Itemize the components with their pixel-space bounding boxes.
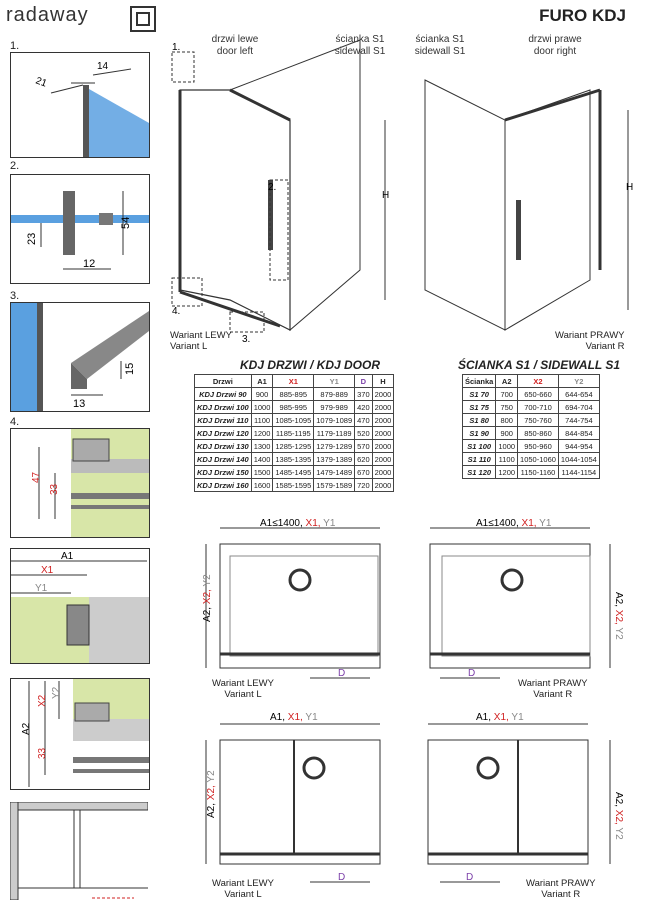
svg-text:A1, X1, Y1: A1, X1, Y1 xyxy=(476,712,524,723)
side-cell: S1 70 xyxy=(463,388,496,401)
step-label-2: 2. xyxy=(10,160,20,172)
svg-text:D: D xyxy=(338,872,346,883)
side-cell: 1044-1054 xyxy=(558,453,599,466)
door-row xyxy=(195,388,394,401)
door-cell: 979-989 xyxy=(314,401,355,414)
door-cell: 1385-1395 xyxy=(273,453,314,466)
door-cell: 1600 xyxy=(251,479,273,492)
dim-14: 14 xyxy=(97,61,109,72)
door-table xyxy=(194,374,394,492)
detail-7-drawing xyxy=(10,802,148,900)
door-table-title: KDJ DRZWI / KDJ DOOR xyxy=(240,358,381,372)
door-cell: 1079-1089 xyxy=(314,414,355,427)
detail-6-panel xyxy=(10,678,150,790)
page-title: FURO KDJ xyxy=(539,6,626,25)
side-row xyxy=(463,466,600,479)
door-row xyxy=(195,479,394,492)
dim-21: 21 xyxy=(33,75,49,90)
dim-33: 33 xyxy=(49,483,60,495)
door-row xyxy=(195,453,394,466)
side-cell: 750-760 xyxy=(518,414,559,427)
variant-left-caption: Wariant LEWY Variant L xyxy=(170,330,232,352)
side-cell: 1000 xyxy=(496,440,518,453)
door-cell: KDJ Drzwi 160 xyxy=(195,479,252,492)
callout-4: 4. xyxy=(172,306,181,317)
side-cell: 650-660 xyxy=(518,388,559,401)
plan-views xyxy=(190,518,640,904)
door-cell: 2000 xyxy=(372,453,394,466)
side-cell: 1100 xyxy=(496,453,518,466)
side-row xyxy=(463,440,600,453)
svg-text:D: D xyxy=(468,668,476,679)
variant-right-caption: Wariant PRAWY Variant R xyxy=(555,330,625,352)
door-cell: 1400 xyxy=(251,453,273,466)
side-row xyxy=(463,427,600,440)
detail-3-panel xyxy=(10,302,150,412)
door-cell: KDJ Drzwi 120 xyxy=(195,427,252,440)
door-cell: 1379-1389 xyxy=(314,453,355,466)
door-cell: 1179-1189 xyxy=(314,427,355,440)
side-cell: S1 100 xyxy=(463,440,496,453)
door-cell: KDJ Drzwi 90 xyxy=(195,388,252,401)
side-cell: 694-704 xyxy=(558,401,599,414)
side-cell: 900 xyxy=(496,427,518,440)
dim-47: 47 xyxy=(31,471,42,483)
detail-5-panel xyxy=(10,548,150,664)
dim-15: 15 xyxy=(124,362,136,375)
side-cell: 800 xyxy=(496,414,518,427)
step-label-3: 3. xyxy=(10,290,20,302)
side-cell: S1 75 xyxy=(463,401,496,414)
door-cell: 520 xyxy=(355,427,373,440)
label-x2: X2 xyxy=(37,694,48,707)
door-cell: 720 xyxy=(355,479,373,492)
door-cell: KDJ Drzwi 100 xyxy=(195,401,252,414)
door-cell: 1579-1589 xyxy=(314,479,355,492)
dim-12: 12 xyxy=(83,258,96,270)
door-row xyxy=(195,401,394,414)
door-cell: 1000 xyxy=(251,401,273,414)
door-cell: KDJ Drzwi 140 xyxy=(195,453,252,466)
plan-variant-left-bottom: Wariant LEWY Variant L xyxy=(212,878,274,900)
sidewall-table xyxy=(462,374,600,479)
door-cell: 1185-1195 xyxy=(273,427,314,440)
side-cell: 1050-1060 xyxy=(518,453,559,466)
side-cell: 844-854 xyxy=(558,427,599,440)
door-row xyxy=(195,427,394,440)
door-cell: 885-895 xyxy=(273,388,314,401)
detail-1-drawing xyxy=(11,53,149,157)
label-y1: Y1 xyxy=(35,583,48,594)
detail-3-drawing xyxy=(11,303,149,411)
door-cell: 2000 xyxy=(372,388,394,401)
step-label-4: 4. xyxy=(10,416,20,428)
door-cell: 2000 xyxy=(372,479,394,492)
side-cell: 1150-1160 xyxy=(518,466,559,479)
svg-text:A1≤1400, X1, Y1: A1≤1400, X1, Y1 xyxy=(476,518,552,529)
side-cell: 700 xyxy=(496,388,518,401)
label-door-right: drzwi prawe door right xyxy=(528,34,582,57)
logo-mark-icon xyxy=(130,6,156,32)
callout-2: 2. xyxy=(268,182,277,193)
dim-13: 13 xyxy=(73,398,86,410)
side-cell: 744-754 xyxy=(558,414,599,427)
svg-text:D: D xyxy=(338,668,346,679)
svg-text:A2, X2, Y2: A2, X2, Y2 xyxy=(613,592,624,640)
door-cell: 2000 xyxy=(372,401,394,414)
svg-text:A2, X2, Y2: A2, X2, Y2 xyxy=(206,770,217,818)
door-cell: 2000 xyxy=(372,427,394,440)
side-cell: S1 80 xyxy=(463,414,496,427)
door-cell: 1479-1489 xyxy=(314,466,355,479)
door-cell: KDJ Drzwi 130 xyxy=(195,440,252,453)
dim-33: 33 xyxy=(37,747,48,759)
door-cell: KDJ Drzwi 110 xyxy=(195,414,252,427)
door-cell: 1500 xyxy=(251,466,273,479)
label-a1: A1 xyxy=(61,551,74,562)
door-table-header: Drzwi A1 X1 Y1 D H xyxy=(195,375,394,388)
detail-4-panel xyxy=(10,428,150,538)
door-cell: 1279-1289 xyxy=(314,440,355,453)
side-cell: 944-954 xyxy=(558,440,599,453)
side-row xyxy=(463,453,600,466)
detail-2-drawing xyxy=(11,175,149,283)
side-cell: 700-710 xyxy=(518,401,559,414)
label-door-left: drzwi lewe door left xyxy=(211,34,259,57)
detail-2-panel xyxy=(10,174,150,284)
plan-variant-right-bottom: Wariant PRAWY Variant R xyxy=(526,878,596,900)
door-cell: KDJ Drzwi 150 xyxy=(195,466,252,479)
side-cell: 850-860 xyxy=(518,427,559,440)
door-cell: 620 xyxy=(355,453,373,466)
door-cell: 1285-1295 xyxy=(273,440,314,453)
side-cell: S1 110 xyxy=(463,453,496,466)
dim-23: 23 xyxy=(26,232,38,245)
side-row xyxy=(463,388,600,401)
door-cell: 1485-1495 xyxy=(273,466,314,479)
door-cell: 985-995 xyxy=(273,401,314,414)
door-cell: 2000 xyxy=(372,466,394,479)
label-a2: A2 xyxy=(21,722,32,735)
svg-text:A2, X2, Y2: A2, X2, Y2 xyxy=(613,792,624,840)
side-cell: S1 120 xyxy=(463,466,496,479)
side-row xyxy=(463,401,600,414)
label-sidewall-left: ścianka S1 sidewall S1 xyxy=(334,34,386,57)
side-cell: 750 xyxy=(496,401,518,414)
side-cell: 1200 xyxy=(496,466,518,479)
side-cell: 950-960 xyxy=(518,440,559,453)
door-cell: 1200 xyxy=(251,427,273,440)
door-row xyxy=(195,440,394,453)
door-cell: 1585-1595 xyxy=(273,479,314,492)
plan-variant-left-top: Wariant LEWY Variant L xyxy=(212,678,274,700)
door-cell: 2000 xyxy=(372,414,394,427)
svg-text:D: D xyxy=(466,872,474,883)
plan-variant-right-top: Wariant PRAWY Variant R xyxy=(518,678,588,700)
detail-4-drawing xyxy=(11,429,149,537)
svg-text:A1, X1, Y1: A1, X1, Y1 xyxy=(270,712,318,723)
sidewall-table-title: ŚCIANKA S1 / SIDEWALL S1 xyxy=(458,358,621,372)
brand-logo: radaway xyxy=(6,4,89,26)
sidewall-table-header: Ścianka A2 X2 Y2 xyxy=(463,375,600,388)
step-label-1: 1. xyxy=(10,40,20,52)
door-cell: 900 xyxy=(251,388,273,401)
detail-5-drawing xyxy=(11,549,149,663)
svg-text:A2, X2, Y2: A2, X2, Y2 xyxy=(202,574,213,622)
door-cell: 470 xyxy=(355,414,373,427)
label-y2: Y2 xyxy=(51,686,62,699)
detail-7-panel xyxy=(10,802,148,900)
door-cell: 1085-1095 xyxy=(273,414,314,427)
callout-1: 1. xyxy=(172,42,181,53)
door-cell: 370 xyxy=(355,388,373,401)
door-cell: 1100 xyxy=(251,414,273,427)
height-left: H xyxy=(382,190,390,201)
door-cell: 670 xyxy=(355,466,373,479)
dim-54: 54 xyxy=(120,216,132,229)
height-right: H xyxy=(626,182,634,193)
side-cell: 1144-1154 xyxy=(558,466,599,479)
door-cell: 2000 xyxy=(372,440,394,453)
label-x1: X1 xyxy=(41,565,54,576)
door-cell: 879-889 xyxy=(314,388,355,401)
callout-3: 3. xyxy=(242,334,251,345)
door-row xyxy=(195,414,394,427)
side-row xyxy=(463,414,600,427)
detail-6-drawing xyxy=(11,679,149,789)
door-cell: 420 xyxy=(355,401,373,414)
door-row xyxy=(195,466,394,479)
door-cell: 570 xyxy=(355,440,373,453)
isometric-drawings xyxy=(160,30,640,360)
side-cell: S1 90 xyxy=(463,427,496,440)
svg-text:A1≤1400, X1, Y1: A1≤1400, X1, Y1 xyxy=(260,518,336,529)
label-sidewall-right: ścianka S1 sidewall S1 xyxy=(414,34,466,57)
detail-1-panel xyxy=(10,52,150,158)
side-cell: 644-654 xyxy=(558,388,599,401)
door-cell: 1300 xyxy=(251,440,273,453)
